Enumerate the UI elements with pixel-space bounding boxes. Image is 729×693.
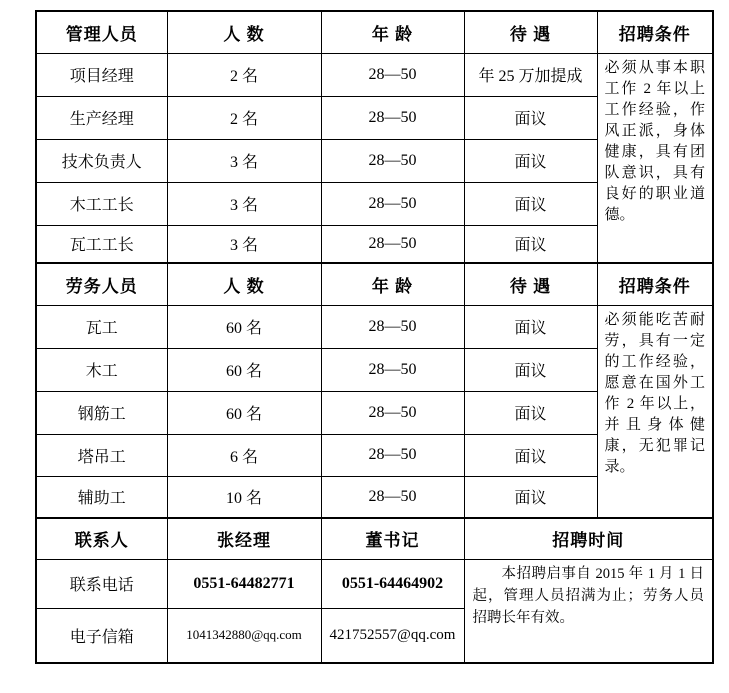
- phone2-cell: 0551-64464902: [321, 559, 464, 608]
- headcount-cell: 6 名: [167, 434, 321, 476]
- management-header-pay: 待 遇: [464, 11, 597, 53]
- pay-cell: 面议: [464, 182, 597, 225]
- pay-cell: 面议: [464, 391, 597, 434]
- recruit-time-header-cell: 招聘时间: [464, 518, 713, 559]
- labor-header-title: 劳务人员: [36, 263, 167, 305]
- pay-cell: 面议: [464, 96, 597, 139]
- pay-cell: 年 25 万加提成: [464, 53, 597, 96]
- pay-cell: 面议: [464, 476, 597, 518]
- table-row: [36, 305, 713, 348]
- job-title-cell: 瓦工工长: [36, 225, 167, 263]
- management-header-title: 管理人员: [36, 11, 167, 53]
- management-conditions-cell: 必须从事本职工作 2 年以上工作经验，作风正派，身体健康，具有团队意识，具有良好的职业道德。: [597, 53, 713, 263]
- management-header-row: [36, 11, 713, 53]
- phone-row: [36, 559, 713, 608]
- age-cell: 28—50: [321, 305, 464, 348]
- labor-header-row: [36, 263, 713, 305]
- management-header-count: 人 数: [167, 11, 321, 53]
- pay-cell: 面议: [464, 225, 597, 263]
- management-header-age: 年 龄: [321, 11, 464, 53]
- labor-header-age: 年 龄: [321, 263, 464, 305]
- job-title-cell: 瓦工: [36, 305, 167, 348]
- email2-cell: 421752557@qq.com: [321, 608, 464, 663]
- headcount-cell: 2 名: [167, 96, 321, 139]
- job-title-cell: 生产经理: [36, 96, 167, 139]
- headcount-cell: 3 名: [167, 182, 321, 225]
- contact-header-row: [36, 518, 713, 559]
- recruitment-table: [35, 10, 714, 664]
- job-title-cell: 辅助工: [36, 476, 167, 518]
- job-title-cell: 技术负责人: [36, 139, 167, 182]
- management-header-conditions: 招聘条件: [597, 11, 713, 53]
- email1-cell: 1041342880@qq.com: [167, 608, 321, 663]
- age-cell: 28—50: [321, 391, 464, 434]
- pay-cell: 面议: [464, 348, 597, 391]
- contact-person1-cell: 张经理: [167, 518, 321, 559]
- headcount-cell: 3 名: [167, 139, 321, 182]
- job-title-cell: 木工工长: [36, 182, 167, 225]
- recruit-time-note-cell: 本招聘启事自 2015 年 1 月 1 日起，管理人员招满为止；劳务人员招聘长年有效。: [464, 559, 713, 663]
- age-cell: 28—50: [321, 182, 464, 225]
- age-cell: 28—50: [321, 225, 464, 263]
- labor-header-pay: 待 遇: [464, 263, 597, 305]
- email-label-cell: 电子信箱: [36, 608, 167, 663]
- headcount-cell: 60 名: [167, 391, 321, 434]
- pay-cell: 面议: [464, 305, 597, 348]
- labor-header-conditions: 招聘条件: [597, 263, 713, 305]
- headcount-cell: 10 名: [167, 476, 321, 518]
- contact-label-cell: 联系人: [36, 518, 167, 559]
- headcount-cell: 2 名: [167, 53, 321, 96]
- age-cell: 28—50: [321, 434, 464, 476]
- job-title-cell: 塔吊工: [36, 434, 167, 476]
- job-title-cell: 项目经理: [36, 53, 167, 96]
- headcount-cell: 3 名: [167, 225, 321, 263]
- age-cell: 28—50: [321, 53, 464, 96]
- age-cell: 28—50: [321, 348, 464, 391]
- phone-label-cell: 联系电话: [36, 559, 167, 608]
- table-row: [36, 53, 713, 96]
- contact-person2-cell: 董书记: [321, 518, 464, 559]
- job-title-cell: 木工: [36, 348, 167, 391]
- age-cell: 28—50: [321, 139, 464, 182]
- labor-conditions-cell: 必须能吃苦耐劳，具有一定的工作经验，愿意在国外工作 2 年以上，并且身体健康，无犯罪记录。: [597, 305, 713, 518]
- age-cell: 28—50: [321, 476, 464, 518]
- headcount-cell: 60 名: [167, 348, 321, 391]
- age-cell: 28—50: [321, 96, 464, 139]
- labor-header-count: 人 数: [167, 263, 321, 305]
- pay-cell: 面议: [464, 434, 597, 476]
- job-title-cell: 钢筋工: [36, 391, 167, 434]
- headcount-cell: 60 名: [167, 305, 321, 348]
- pay-cell: 面议: [464, 139, 597, 182]
- phone1-cell: 0551-64482771: [167, 559, 321, 608]
